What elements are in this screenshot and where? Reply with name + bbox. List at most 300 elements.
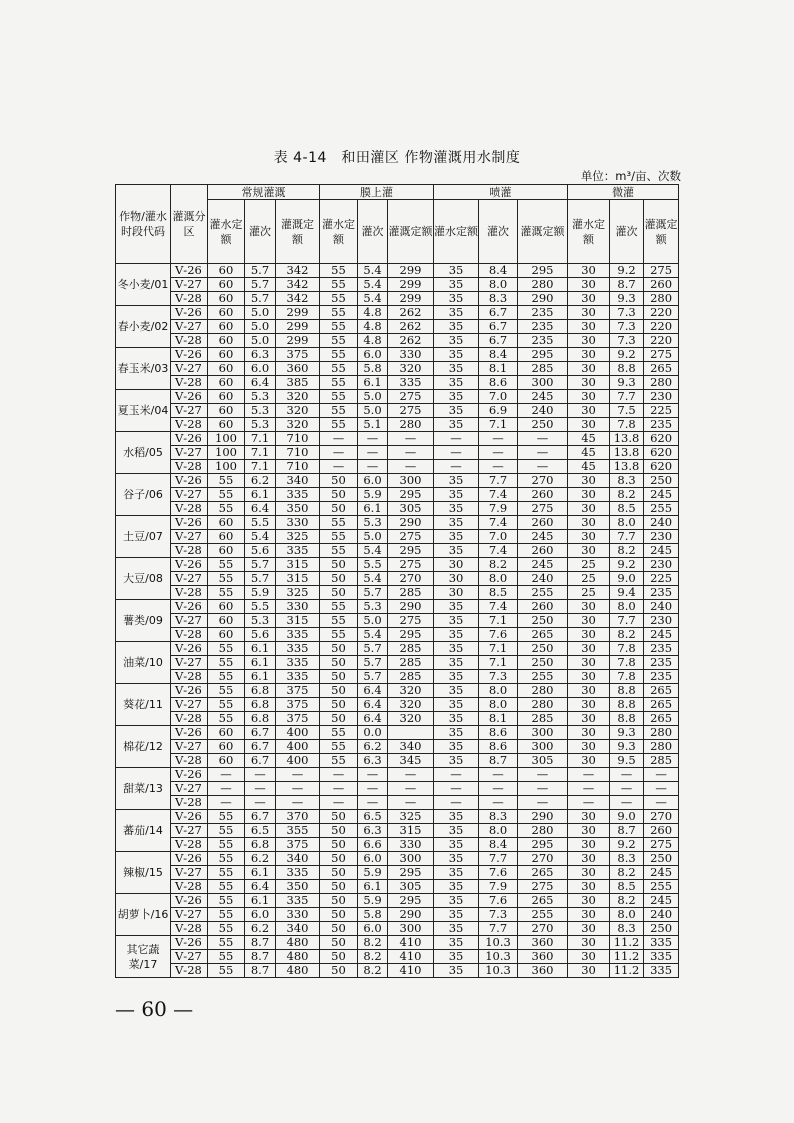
value-cell: 7.1 xyxy=(479,418,518,432)
value-cell: 55 xyxy=(320,418,358,432)
value-cell: 295 xyxy=(388,628,434,642)
value-cell: 7.1 xyxy=(479,614,518,628)
crop-name-cell: 薯类/09 xyxy=(116,600,171,642)
value-cell: 30 xyxy=(568,320,610,334)
value-cell: 8.7 xyxy=(245,950,276,964)
value-cell: 5.6 xyxy=(245,628,276,642)
crop-name-cell: 其它蔬菜/17 xyxy=(116,936,171,978)
value-cell: 60 xyxy=(208,530,245,544)
value-cell: 360 xyxy=(276,362,320,376)
value-cell: 320 xyxy=(388,684,434,698)
table-row xyxy=(116,768,679,782)
zone-cell: Ⅴ-27 xyxy=(171,950,208,964)
value-cell: 265 xyxy=(644,684,679,698)
value-cell: 7.1 xyxy=(245,460,276,474)
value-cell: 8.2 xyxy=(479,558,518,572)
value-cell: 6.7 xyxy=(479,334,518,348)
zone-cell: Ⅴ-27 xyxy=(171,446,208,460)
value-cell: 335 xyxy=(276,894,320,908)
value-cell: 35 xyxy=(434,264,479,278)
value-cell: 299 xyxy=(388,278,434,292)
value-cell: 5.8 xyxy=(358,908,388,922)
value-cell: 55 xyxy=(320,614,358,628)
value-cell: 235 xyxy=(644,642,679,656)
value-cell: 7.6 xyxy=(479,894,518,908)
table-row xyxy=(116,894,679,908)
value-cell: 55 xyxy=(208,670,245,684)
value-cell: 50 xyxy=(320,838,358,852)
value-cell: — xyxy=(320,782,358,796)
value-cell: 260 xyxy=(644,824,679,838)
value-cell: 5.7 xyxy=(245,278,276,292)
value-cell: 13.8 xyxy=(610,460,644,474)
value-cell: 8.3 xyxy=(610,922,644,936)
value-cell: 375 xyxy=(276,698,320,712)
value-cell: 6.4 xyxy=(245,376,276,390)
value-cell: 55 xyxy=(208,824,245,838)
zone-cell: Ⅴ-26 xyxy=(171,390,208,404)
value-cell: 255 xyxy=(644,880,679,894)
value-cell: 7.8 xyxy=(610,642,644,656)
value-cell: 5.3 xyxy=(358,516,388,530)
value-cell: 5.4 xyxy=(358,544,388,558)
value-cell: 8.2 xyxy=(610,894,644,908)
zone-cell: Ⅴ-26 xyxy=(171,726,208,740)
value-cell: 35 xyxy=(434,530,479,544)
crop-name-cell: 棉花/12 xyxy=(116,726,171,768)
value-cell: 7.9 xyxy=(479,502,518,516)
crop-name-cell: 葵花/11 xyxy=(116,684,171,726)
value-cell: 230 xyxy=(644,530,679,544)
total-header: 灌溉定额 xyxy=(276,200,320,264)
value-cell: 295 xyxy=(518,348,568,362)
value-cell: 8.0 xyxy=(479,572,518,586)
value-cell: 5.0 xyxy=(358,530,388,544)
value-cell: 9.2 xyxy=(610,264,644,278)
table-row xyxy=(116,320,679,334)
value-cell: 30 xyxy=(568,264,610,278)
value-cell: 50 xyxy=(320,670,358,684)
value-cell: 8.4 xyxy=(479,264,518,278)
zone-cell: Ⅴ-26 xyxy=(171,432,208,446)
value-cell: 315 xyxy=(276,558,320,572)
value-cell: 50 xyxy=(320,950,358,964)
value-cell: 5.7 xyxy=(245,572,276,586)
table-row xyxy=(116,880,679,894)
value-cell: 320 xyxy=(276,418,320,432)
value-cell: 6.8 xyxy=(245,838,276,852)
value-cell: 6.1 xyxy=(245,656,276,670)
value-cell: 5.5 xyxy=(245,600,276,614)
value-cell: 6.9 xyxy=(479,404,518,418)
crop-name-cell: 辣椒/15 xyxy=(116,852,171,894)
value-cell: 60 xyxy=(208,754,245,768)
value-cell: — xyxy=(276,782,320,796)
value-cell: 55 xyxy=(320,292,358,306)
value-cell: — xyxy=(644,796,679,810)
value-cell: 305 xyxy=(388,502,434,516)
value-cell: 35 xyxy=(434,376,479,390)
value-cell: 260 xyxy=(518,516,568,530)
table-row xyxy=(116,516,679,530)
value-cell: 60 xyxy=(208,404,245,418)
value-cell: 6.2 xyxy=(245,922,276,936)
value-cell: 5.7 xyxy=(245,264,276,278)
value-cell: 245 xyxy=(518,530,568,544)
value-cell: 35 xyxy=(434,754,479,768)
value-cell: 320 xyxy=(276,390,320,404)
value-cell: 335 xyxy=(276,488,320,502)
value-cell xyxy=(388,726,434,740)
value-cell: 360 xyxy=(518,950,568,964)
value-cell: — xyxy=(479,446,518,460)
value-cell: 4.8 xyxy=(358,334,388,348)
value-cell: 6.7 xyxy=(245,740,276,754)
table-row xyxy=(116,782,679,796)
value-cell: 30 xyxy=(568,838,610,852)
value-cell: 60 xyxy=(208,348,245,362)
value-cell: — xyxy=(388,768,434,782)
table-row xyxy=(116,460,679,474)
value-cell: 275 xyxy=(644,264,679,278)
zone-cell: Ⅴ-28 xyxy=(171,586,208,600)
value-cell: 6.7 xyxy=(479,306,518,320)
table-row xyxy=(116,600,679,614)
value-cell: — xyxy=(610,796,644,810)
zone-cell: Ⅴ-26 xyxy=(171,936,208,950)
value-cell: 335 xyxy=(388,376,434,390)
value-cell: 6.1 xyxy=(245,642,276,656)
value-cell: 7.0 xyxy=(479,390,518,404)
value-cell: 7.8 xyxy=(610,656,644,670)
value-cell: 375 xyxy=(276,838,320,852)
value-cell: 240 xyxy=(644,908,679,922)
value-cell: 8.8 xyxy=(610,712,644,726)
value-cell: — xyxy=(568,782,610,796)
value-cell: 300 xyxy=(388,852,434,866)
value-cell: 620 xyxy=(644,460,679,474)
value-cell: 60 xyxy=(208,516,245,530)
value-cell: 5.7 xyxy=(358,656,388,670)
value-cell: 295 xyxy=(388,488,434,502)
value-cell: 6.1 xyxy=(245,894,276,908)
value-cell: 6.2 xyxy=(245,474,276,488)
value-cell: 6.0 xyxy=(245,362,276,376)
page-number: — 60 — xyxy=(115,997,194,1021)
value-cell: 335 xyxy=(644,964,679,978)
value-cell: 300 xyxy=(388,474,434,488)
value-cell: 6.1 xyxy=(358,376,388,390)
value-cell: 360 xyxy=(518,964,568,978)
value-cell: 480 xyxy=(276,950,320,964)
value-cell: 30 xyxy=(568,516,610,530)
value-cell: 330 xyxy=(276,908,320,922)
value-cell: 55 xyxy=(320,264,358,278)
value-cell: 275 xyxy=(518,880,568,894)
value-cell: — xyxy=(479,768,518,782)
table-row xyxy=(116,726,679,740)
value-cell: 265 xyxy=(644,362,679,376)
value-cell: — xyxy=(276,796,320,810)
value-cell: 330 xyxy=(388,838,434,852)
value-cell: 400 xyxy=(276,754,320,768)
value-cell: — xyxy=(518,768,568,782)
value-cell: 275 xyxy=(644,348,679,362)
value-cell: 30 xyxy=(568,390,610,404)
value-cell: 55 xyxy=(208,712,245,726)
value-cell: 30 xyxy=(568,810,610,824)
value-cell: 295 xyxy=(388,866,434,880)
value-cell: 5.4 xyxy=(358,264,388,278)
value-cell: 9.3 xyxy=(610,740,644,754)
value-cell: 5.9 xyxy=(358,488,388,502)
value-cell: 7.3 xyxy=(610,306,644,320)
table-row xyxy=(116,418,679,432)
zone-cell: Ⅴ-28 xyxy=(171,922,208,936)
value-cell: 315 xyxy=(276,614,320,628)
value-cell: 55 xyxy=(320,600,358,614)
value-cell: 5.3 xyxy=(245,614,276,628)
value-cell: 60 xyxy=(208,740,245,754)
value-cell: 325 xyxy=(388,810,434,824)
value-cell: — xyxy=(479,432,518,446)
value-cell: 285 xyxy=(388,670,434,684)
value-cell: 8.7 xyxy=(245,964,276,978)
value-cell: 6.7 xyxy=(479,320,518,334)
value-cell: 5.0 xyxy=(358,390,388,404)
value-cell: 7.9 xyxy=(479,880,518,894)
value-cell: 45 xyxy=(568,460,610,474)
quota-header: 灌水定额 xyxy=(434,200,479,264)
value-cell: 5.7 xyxy=(358,670,388,684)
value-cell: 50 xyxy=(320,656,358,670)
value-cell: 8.6 xyxy=(479,376,518,390)
value-cell: 35 xyxy=(434,852,479,866)
value-cell: 235 xyxy=(644,656,679,670)
table-row xyxy=(116,404,679,418)
value-cell: 280 xyxy=(644,292,679,306)
value-cell: 55 xyxy=(208,642,245,656)
zone-cell: Ⅴ-28 xyxy=(171,796,208,810)
value-cell: 30 xyxy=(568,278,610,292)
zone-cell: Ⅴ-28 xyxy=(171,964,208,978)
value-cell: 6.4 xyxy=(245,502,276,516)
value-cell: 5.9 xyxy=(358,894,388,908)
value-cell: 240 xyxy=(518,404,568,418)
value-cell: 60 xyxy=(208,390,245,404)
value-cell: 285 xyxy=(388,656,434,670)
value-cell: 330 xyxy=(388,348,434,362)
value-cell: — xyxy=(518,460,568,474)
crop-name-cell: 大豆/08 xyxy=(116,558,171,600)
value-cell: 5.5 xyxy=(358,558,388,572)
value-cell: — xyxy=(434,768,479,782)
table-header xyxy=(116,185,679,264)
value-cell: 300 xyxy=(518,726,568,740)
value-cell: 9.5 xyxy=(610,754,644,768)
value-cell: — xyxy=(518,446,568,460)
value-cell: 315 xyxy=(276,572,320,586)
table-title: 表 4-14 和田灌区 作物灌溉用水制度 xyxy=(273,150,521,166)
value-cell: 7.1 xyxy=(479,642,518,656)
value-cell: 335 xyxy=(276,670,320,684)
value-cell: 8.7 xyxy=(610,824,644,838)
value-cell: 4.8 xyxy=(358,306,388,320)
value-cell: 375 xyxy=(276,348,320,362)
value-cell: 300 xyxy=(388,922,434,936)
value-cell: 35 xyxy=(434,964,479,978)
value-cell: 35 xyxy=(434,656,479,670)
value-cell: 350 xyxy=(276,880,320,894)
value-cell: 295 xyxy=(518,264,568,278)
value-cell: 6.1 xyxy=(358,502,388,516)
total-header: 灌溉定额 xyxy=(388,200,434,264)
value-cell: — xyxy=(388,446,434,460)
value-cell: 50 xyxy=(320,824,358,838)
value-cell: 50 xyxy=(320,880,358,894)
value-cell: 7.0 xyxy=(479,530,518,544)
value-cell: 385 xyxy=(276,376,320,390)
value-cell: 262 xyxy=(388,320,434,334)
value-cell: 265 xyxy=(518,866,568,880)
value-cell: — xyxy=(479,782,518,796)
value-cell: 35 xyxy=(434,922,479,936)
value-cell: 7.4 xyxy=(479,600,518,614)
value-cell: 35 xyxy=(434,824,479,838)
quota-header: 灌水定额 xyxy=(208,200,245,264)
value-cell: 340 xyxy=(276,922,320,936)
value-cell: 8.4 xyxy=(479,838,518,852)
value-cell: 50 xyxy=(320,572,358,586)
value-cell: — xyxy=(434,782,479,796)
value-cell: 265 xyxy=(644,712,679,726)
value-cell: 270 xyxy=(644,810,679,824)
value-cell: 280 xyxy=(518,278,568,292)
value-cell: 6.0 xyxy=(358,852,388,866)
zone-cell: Ⅴ-28 xyxy=(171,460,208,474)
value-cell: 255 xyxy=(644,502,679,516)
value-cell: 255 xyxy=(518,586,568,600)
value-cell: 30 xyxy=(568,376,610,390)
value-cell: — xyxy=(358,446,388,460)
value-cell: 330 xyxy=(276,516,320,530)
value-cell: 6.6 xyxy=(358,838,388,852)
value-cell: 6.8 xyxy=(245,698,276,712)
value-cell: 6.8 xyxy=(245,684,276,698)
value-cell: 30 xyxy=(568,922,610,936)
value-cell: 35 xyxy=(434,488,479,502)
group-header-film: 膜上灌 xyxy=(320,185,434,200)
value-cell: 6.8 xyxy=(245,712,276,726)
value-cell: 299 xyxy=(388,292,434,306)
value-cell: 285 xyxy=(388,642,434,656)
value-cell: 5.0 xyxy=(245,334,276,348)
value-cell: 280 xyxy=(388,418,434,432)
value-cell: 35 xyxy=(434,936,479,950)
value-cell: 35 xyxy=(434,698,479,712)
table-row xyxy=(116,656,679,670)
value-cell: 30 xyxy=(434,572,479,586)
value-cell: 240 xyxy=(644,600,679,614)
value-cell: 260 xyxy=(518,544,568,558)
table-row xyxy=(116,936,679,950)
value-cell: 55 xyxy=(208,586,245,600)
value-cell: 50 xyxy=(320,586,358,600)
value-cell: 6.7 xyxy=(245,726,276,740)
value-cell: 0.0 xyxy=(358,726,388,740)
table-row xyxy=(116,558,679,572)
value-cell: — xyxy=(434,432,479,446)
value-cell: 6.2 xyxy=(245,852,276,866)
value-cell: 60 xyxy=(208,726,245,740)
value-cell: 6.0 xyxy=(245,908,276,922)
table-row xyxy=(116,684,679,698)
value-cell: 305 xyxy=(388,880,434,894)
value-cell: 262 xyxy=(388,334,434,348)
value-cell: 6.5 xyxy=(245,824,276,838)
value-cell: 30 xyxy=(568,488,610,502)
value-cell: — xyxy=(276,768,320,782)
value-cell: — xyxy=(479,460,518,474)
value-cell: 60 xyxy=(208,334,245,348)
value-cell: — xyxy=(320,768,358,782)
value-cell: 375 xyxy=(276,712,320,726)
value-cell: 290 xyxy=(518,292,568,306)
value-cell: 290 xyxy=(518,810,568,824)
value-cell: 9.2 xyxy=(610,838,644,852)
value-cell: 8.6 xyxy=(479,740,518,754)
table-row xyxy=(116,474,679,488)
value-cell: 335 xyxy=(644,950,679,964)
value-cell: 30 xyxy=(568,642,610,656)
value-cell: 30 xyxy=(568,740,610,754)
value-cell: 6.4 xyxy=(358,698,388,712)
value-cell: 230 xyxy=(644,390,679,404)
value-cell: 270 xyxy=(388,572,434,586)
table-row xyxy=(116,502,679,516)
table-body xyxy=(116,264,679,978)
value-cell: 480 xyxy=(276,936,320,950)
table-row xyxy=(116,740,679,754)
value-cell: 8.7 xyxy=(245,936,276,950)
value-cell: 45 xyxy=(568,432,610,446)
value-cell: — xyxy=(358,796,388,810)
table-row xyxy=(116,754,679,768)
value-cell: 9.4 xyxy=(610,586,644,600)
value-cell: 55 xyxy=(320,320,358,334)
zone-cell: Ⅴ-28 xyxy=(171,712,208,726)
value-cell: 30 xyxy=(568,852,610,866)
value-cell: 305 xyxy=(518,754,568,768)
value-cell: 7.6 xyxy=(479,628,518,642)
value-cell: 10.3 xyxy=(479,950,518,964)
value-cell: 100 xyxy=(208,432,245,446)
zone-cell: Ⅴ-26 xyxy=(171,558,208,572)
value-cell: 8.5 xyxy=(479,586,518,600)
value-cell: 50 xyxy=(320,894,358,908)
table-row xyxy=(116,278,679,292)
table-row xyxy=(116,306,679,320)
table-row xyxy=(116,824,679,838)
quota-header: 灌水定额 xyxy=(320,200,358,264)
table-row xyxy=(116,362,679,376)
value-cell: 335 xyxy=(644,936,679,950)
zone-cell: Ⅴ-28 xyxy=(171,880,208,894)
value-cell: 9.2 xyxy=(610,348,644,362)
table-row xyxy=(116,642,679,656)
zone-cell: Ⅴ-26 xyxy=(171,768,208,782)
value-cell: 8.3 xyxy=(479,810,518,824)
